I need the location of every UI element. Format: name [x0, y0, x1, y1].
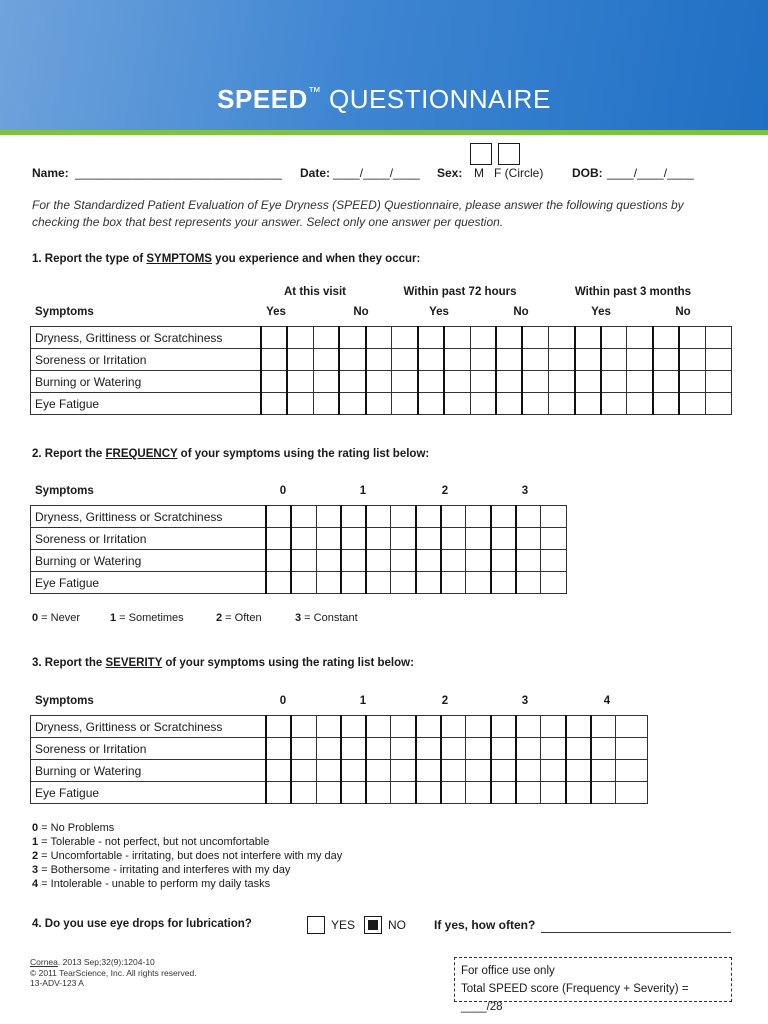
grid-cell — [444, 349, 470, 371]
grid-cell — [366, 550, 391, 572]
grid-cell — [679, 327, 705, 349]
grid-cell — [313, 349, 339, 371]
q1-symptoms-header: Symptoms — [35, 306, 94, 318]
symptom-label: Soreness or Irritation — [31, 528, 267, 550]
footer-citation: Cornea. 2013 Sep;32(9):1204-10 © 2011 TearScience, Inc. All rights reserved. 13-ADV-123 A — [30, 957, 197, 988]
grid-cell — [316, 782, 341, 804]
q2-row — [31, 550, 567, 572]
grid-cell — [316, 716, 341, 738]
sex-m-checkbox[interactable] — [470, 143, 492, 165]
grid-cell — [466, 782, 491, 804]
grid-cell — [366, 716, 391, 738]
q1-checkbox[interactable] — [496, 393, 522, 415]
grid-cell — [705, 349, 731, 371]
grid-cell — [522, 349, 548, 371]
q2-row — [31, 572, 567, 594]
q1-row — [31, 349, 732, 371]
grid-cell — [616, 716, 648, 738]
grid-cell — [391, 550, 416, 572]
grid-cell — [627, 349, 653, 371]
grid-cell — [316, 738, 341, 760]
grid-cell — [541, 782, 566, 804]
grid-cell — [516, 506, 541, 528]
q1-heading: 1. Report the type of SYMPTOMS you experience and when they occur: — [32, 253, 421, 265]
sex-f-checkbox[interactable] — [498, 143, 520, 165]
total-score-line: Total SPEED score (Frequency + Severity) = ____/28 — [461, 983, 689, 1013]
q2-legend-1: 1 = Sometimes — [110, 612, 184, 624]
copyright-text: © 2011 TearScience, Inc. All rights reserved. — [30, 967, 197, 978]
office-use-label: For office use only — [461, 965, 555, 977]
grid-cell — [470, 371, 496, 393]
grid-cell — [391, 716, 416, 738]
grid-cell — [522, 327, 548, 349]
q1-checkbox[interactable] — [339, 327, 365, 349]
grid-cell — [287, 349, 313, 371]
q3-scale-3: 3 — [521, 695, 529, 707]
grid-cell — [466, 760, 491, 782]
q3-checkbox[interactable] — [491, 716, 516, 738]
q1-checkbox[interactable] — [575, 371, 601, 393]
grid-cell — [601, 393, 627, 415]
symptom-label: Dryness, Grittiness or Scratchiness — [31, 716, 267, 738]
grid-cell — [366, 393, 392, 415]
q2-checkbox[interactable] — [266, 506, 291, 528]
grid-cell — [601, 371, 627, 393]
grid-cell — [366, 572, 391, 594]
grid-cell — [366, 371, 392, 393]
grid-cell — [548, 327, 574, 349]
grid-cell — [601, 349, 627, 371]
grid-cell — [516, 716, 541, 738]
q1-row — [31, 393, 732, 415]
grid-cell — [516, 782, 541, 804]
symptom-label: Dryness, Grittiness or Scratchiness — [31, 506, 267, 528]
grid-cell — [548, 371, 574, 393]
grid-cell — [516, 738, 541, 760]
grid-cell — [441, 572, 466, 594]
date-label: Date: — [300, 166, 331, 180]
q1-checkbox[interactable] — [261, 349, 287, 371]
q3-checkbox[interactable] — [341, 782, 366, 804]
q3-checkbox[interactable] — [491, 738, 516, 760]
dob-field[interactable]: ____/____/____ — [607, 166, 694, 180]
header-stripe — [0, 130, 768, 135]
q3-checkbox[interactable] — [266, 738, 291, 760]
q3-row — [31, 716, 648, 738]
q2-checkbox[interactable] — [341, 506, 366, 528]
q4-no-label: NO — [388, 918, 406, 932]
grid-cell — [522, 371, 548, 393]
grid-cell — [291, 572, 316, 594]
q2-legend-3: 3 = Constant — [295, 612, 358, 624]
grid-cell — [313, 393, 339, 415]
grid-cell — [601, 327, 627, 349]
q1-checkbox[interactable] — [261, 371, 287, 393]
symptom-label: Burning or Watering — [31, 371, 262, 393]
grid-cell — [391, 782, 416, 804]
q1-checkbox[interactable] — [339, 349, 365, 371]
grid-cell — [466, 738, 491, 760]
grid-cell — [441, 716, 466, 738]
grid-cell — [541, 760, 566, 782]
q3-table — [30, 715, 648, 804]
q2-row — [31, 528, 567, 550]
q1-row — [31, 327, 732, 349]
grid-cell — [392, 393, 418, 415]
grid-cell — [522, 393, 548, 415]
grid-cell — [591, 760, 616, 782]
q1-checkbox[interactable] — [496, 349, 522, 371]
q3-checkbox[interactable] — [341, 716, 366, 738]
q3-scale-2: 2 — [441, 695, 449, 707]
grid-cell — [291, 738, 316, 760]
grid-cell — [705, 393, 731, 415]
q2-scale-2: 2 — [441, 485, 449, 497]
grid-cell — [441, 738, 466, 760]
grid-cell — [679, 349, 705, 371]
grid-cell — [366, 506, 391, 528]
q3-heading: 3. Report the SEVERITY of your symptoms using the rating list below: — [32, 657, 414, 669]
date-field[interactable]: ____/____/____ — [333, 166, 420, 180]
symptom-label: Soreness or Irritation — [31, 738, 267, 760]
q1-checkbox[interactable] — [653, 349, 679, 371]
q1-checkbox[interactable] — [418, 327, 444, 349]
intro-text: For the Standardized Patient Evaluation of Eye Dryness (SPEED) Questionnaire, please answer the following questions by checking the box that best represents your answer. Select only one answer per question. — [32, 198, 684, 229]
q3-checkbox[interactable] — [266, 760, 291, 782]
q2-heading: 2. Report the FREQUENCY of your symptoms using the rating list below: — [32, 448, 430, 460]
q1-checkbox[interactable] — [575, 327, 601, 349]
q3-checkbox[interactable] — [341, 738, 366, 760]
q1-checkbox[interactable] — [653, 393, 679, 415]
name-field[interactable]: _______________________________ — [75, 166, 282, 180]
grid-cell — [705, 371, 731, 393]
grid-cell — [392, 371, 418, 393]
grid-cell — [627, 393, 653, 415]
q1-checkbox[interactable] — [653, 327, 679, 349]
q1-checkbox[interactable] — [339, 393, 365, 415]
q3-checkbox[interactable] — [566, 738, 591, 760]
dob-label: DOB: — [572, 166, 603, 180]
symptom-label: Eye Fatigue — [31, 782, 267, 804]
grid-cell — [540, 572, 566, 594]
q4-yes-checkbox[interactable] — [307, 916, 325, 934]
grid-cell — [366, 327, 392, 349]
grid-cell — [679, 371, 705, 393]
grid-cell — [291, 550, 316, 572]
q3-legend-1: 1 = Tolerable - not perfect, but not uncomfortable — [32, 836, 270, 848]
q1-checkbox[interactable] — [261, 327, 287, 349]
grid-cell — [287, 393, 313, 415]
grid-cell — [291, 782, 316, 804]
page-title: SPEED™ QUESTIONNAIRE — [217, 84, 551, 114]
q3-scale-4: 4 — [603, 695, 611, 707]
q3-checkbox[interactable] — [416, 782, 441, 804]
grid-cell — [470, 393, 496, 415]
grid-cell — [679, 393, 705, 415]
grid-cell — [591, 782, 616, 804]
q2-checkbox[interactable] — [491, 528, 516, 550]
q1-checkbox[interactable] — [496, 327, 522, 349]
q3-checkbox[interactable] — [416, 760, 441, 782]
grid-cell — [540, 506, 566, 528]
q3-checkbox[interactable] — [416, 716, 441, 738]
grid-cell — [616, 782, 648, 804]
q1-checkbox[interactable] — [575, 349, 601, 371]
grid-cell — [548, 393, 574, 415]
q1-table — [30, 326, 732, 415]
q1-yes-72h: Yes — [429, 306, 449, 318]
grid-cell — [541, 716, 566, 738]
symptom-label: Soreness or Irritation — [31, 349, 262, 371]
grid-cell — [705, 327, 731, 349]
office-use-box — [454, 957, 732, 1013]
q4-no-checkbox[interactable] — [364, 916, 382, 934]
q2-checkbox[interactable] — [341, 550, 366, 572]
q4-how-often-label: If yes, how often? — [434, 918, 536, 932]
grid-cell — [316, 572, 341, 594]
grid-cell — [366, 528, 391, 550]
q3-legend-2: 2 = Uncomfortable - irritating, but does not interfere with my day — [32, 850, 343, 862]
grid-cell — [516, 760, 541, 782]
q3-legend-3: 3 = Bothersome - irritating and interferes with my day — [32, 864, 291, 876]
grid-cell — [466, 528, 491, 550]
q2-checkbox[interactable] — [416, 572, 441, 594]
sex-label: Sex: — [437, 166, 463, 180]
q2-checkbox[interactable] — [266, 528, 291, 550]
q4-yes-label: YES — [331, 918, 356, 932]
grid-cell — [313, 371, 339, 393]
q2-legend-0: 0 = Never — [32, 612, 81, 624]
grid-cell — [316, 550, 341, 572]
grid-cell — [466, 716, 491, 738]
q2-legend-2: 2 = Often — [216, 612, 262, 624]
grid-cell — [291, 506, 316, 528]
grid-cell — [391, 528, 416, 550]
grid-cell — [291, 716, 316, 738]
q1-checkbox[interactable] — [418, 393, 444, 415]
symptom-label: Eye Fatigue — [31, 393, 262, 415]
symptom-label: Burning or Watering — [31, 550, 267, 572]
grid-cell — [316, 760, 341, 782]
q2-checkbox[interactable] — [491, 550, 516, 572]
grid-cell — [366, 349, 392, 371]
q1-no-72h: No — [513, 306, 529, 318]
q2-checkbox[interactable] — [266, 572, 291, 594]
form-code: 13-ADV-123 A — [30, 978, 84, 988]
q1-checkbox[interactable] — [496, 371, 522, 393]
grid-cell — [470, 349, 496, 371]
q3-legend-4: 4 = Intolerable - unable to perform my daily tasks — [32, 878, 271, 890]
grid-cell — [627, 327, 653, 349]
grid-cell — [516, 572, 541, 594]
q1-yes-visit: Yes — [266, 306, 286, 318]
grid-cell — [616, 738, 648, 760]
grid-cell — [470, 327, 496, 349]
q2-row — [31, 506, 567, 528]
grid-cell — [444, 393, 470, 415]
q2-checkbox[interactable] — [416, 506, 441, 528]
q3-checkbox[interactable] — [266, 782, 291, 804]
q2-scale-0: 0 — [279, 485, 287, 497]
q2-checkbox[interactable] — [341, 528, 366, 550]
sex-options[interactable]: M F (Circle) — [474, 166, 544, 180]
q2-checkbox[interactable] — [341, 572, 366, 594]
q1-group-visit: At this visit — [284, 286, 346, 298]
grid-cell — [291, 528, 316, 550]
q1-group-3m: Within past 3 months — [574, 286, 692, 298]
q3-row — [31, 782, 648, 804]
grid-cell — [540, 550, 566, 572]
grid-cell — [441, 506, 466, 528]
q3-checkbox[interactable] — [341, 760, 366, 782]
symptom-label: Eye Fatigue — [31, 572, 267, 594]
grid-cell — [616, 760, 648, 782]
q3-row — [31, 738, 648, 760]
q3-checkbox[interactable] — [491, 760, 516, 782]
grid-cell — [541, 738, 566, 760]
q2-table — [30, 505, 567, 594]
grid-cell — [316, 528, 341, 550]
grid-cell — [441, 528, 466, 550]
symptom-label: Dryness, Grittiness or Scratchiness — [31, 327, 262, 349]
grid-cell — [441, 760, 466, 782]
q1-row — [31, 371, 732, 393]
grid-cell — [466, 550, 491, 572]
grid-cell — [516, 528, 541, 550]
grid-cell — [516, 550, 541, 572]
q1-group-72h: Within past 72 hours — [403, 286, 517, 298]
q2-checkbox[interactable] — [491, 506, 516, 528]
grid-cell — [466, 506, 491, 528]
q3-scale-1: 1 — [359, 695, 367, 707]
q4-heading: 4. Do you use eye drops for lubrication? — [32, 918, 252, 930]
grid-cell — [291, 760, 316, 782]
q2-checkbox[interactable] — [491, 572, 516, 594]
grid-cell — [441, 550, 466, 572]
grid-cell — [366, 760, 391, 782]
grid-cell — [366, 782, 391, 804]
q3-checkbox[interactable] — [416, 738, 441, 760]
citation-link[interactable]: Cornea — [30, 957, 58, 967]
q1-checkbox[interactable] — [339, 371, 365, 393]
grid-cell — [392, 349, 418, 371]
grid-cell — [444, 327, 470, 349]
q3-checkbox[interactable] — [491, 782, 516, 804]
q2-symptoms-header: Symptoms — [35, 485, 94, 497]
grid-cell — [391, 506, 416, 528]
grid-cell — [366, 738, 391, 760]
name-label: Name: — [32, 166, 69, 180]
grid-cell — [313, 327, 339, 349]
q1-checkbox[interactable] — [418, 371, 444, 393]
q3-row — [31, 760, 648, 782]
q2-checkbox[interactable] — [416, 550, 441, 572]
q3-legend-0: 0 = No Problems — [32, 822, 115, 834]
q1-checkbox[interactable] — [653, 371, 679, 393]
q3-checkbox[interactable] — [566, 716, 591, 738]
q1-checkbox[interactable] — [575, 393, 601, 415]
q3-checkbox[interactable] — [566, 782, 591, 804]
q1-yes-3m: Yes — [591, 306, 611, 318]
q2-checkbox[interactable] — [416, 528, 441, 550]
symptom-label: Burning or Watering — [31, 760, 267, 782]
grid-cell — [540, 528, 566, 550]
grid-cell — [591, 738, 616, 760]
q3-scale-0: 0 — [279, 695, 287, 707]
q1-checkbox[interactable] — [261, 393, 287, 415]
grid-cell — [627, 371, 653, 393]
q2-checkbox[interactable] — [266, 550, 291, 572]
grid-cell — [316, 506, 341, 528]
grid-cell — [392, 327, 418, 349]
q4-how-often-field[interactable] — [541, 932, 731, 933]
q3-checkbox[interactable] — [266, 716, 291, 738]
grid-cell — [391, 572, 416, 594]
q2-scale-1: 1 — [359, 485, 367, 497]
grid-cell — [391, 760, 416, 782]
grid-cell — [591, 716, 616, 738]
q3-symptoms-header: Symptoms — [35, 695, 94, 707]
grid-cell — [444, 371, 470, 393]
q1-no-3m: No — [675, 306, 691, 318]
q3-checkbox[interactable] — [566, 760, 591, 782]
grid-cell — [441, 782, 466, 804]
grid-cell — [287, 327, 313, 349]
q1-checkbox[interactable] — [418, 349, 444, 371]
grid-cell — [391, 738, 416, 760]
q1-no-visit: No — [353, 306, 369, 318]
q2-scale-3: 3 — [521, 485, 529, 497]
grid-cell — [287, 371, 313, 393]
grid-cell — [466, 572, 491, 594]
grid-cell — [548, 349, 574, 371]
